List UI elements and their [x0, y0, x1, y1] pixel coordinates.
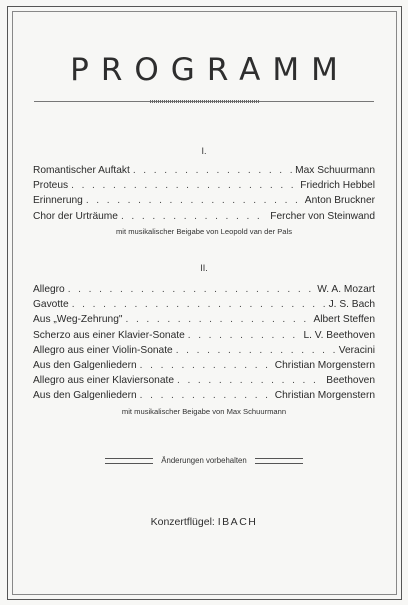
work-title: Aus „Weg-Zehrung"	[33, 314, 123, 326]
part-1-number: I.	[201, 146, 207, 156]
composer-name: W. A. Mozart	[317, 284, 375, 295]
dot-leader	[188, 328, 301, 343]
disclaimer	[0, 456, 408, 465]
program-entry	[33, 193, 375, 208]
title-divider-ornament	[150, 100, 260, 103]
part-2-number: II.	[200, 263, 208, 273]
program-entry	[33, 312, 375, 327]
dot-leader	[86, 193, 302, 208]
work-title: Scherzo aus einer Klavier-Sonate	[33, 329, 185, 341]
composer-name: Christian Morgenstern	[274, 390, 375, 402]
work-title: Gavotte	[33, 299, 69, 311]
program-entry	[33, 373, 375, 388]
dot-leader	[133, 163, 292, 178]
program-entry	[33, 388, 375, 403]
work-title: Erinnerung	[33, 195, 83, 207]
work-title: Allegro aus einer Violin-Sonate	[33, 344, 173, 356]
double-rule-right	[255, 458, 303, 464]
dot-leader	[72, 297, 326, 312]
dot-leader	[140, 358, 272, 373]
program-entry	[33, 163, 375, 178]
dot-leader	[121, 209, 267, 224]
program-entry	[33, 297, 375, 312]
work-title: Proteus	[33, 180, 69, 192]
disclaimer-text: Änderungen vorbehalten	[161, 456, 247, 465]
work-title: Aus den Galgenliedern	[33, 390, 137, 402]
composer-name: Beethoven	[326, 375, 375, 387]
double-rule-left	[105, 458, 153, 464]
composer-name: Christian Morgenstern	[274, 359, 375, 371]
page-title: PROGRAMM	[70, 52, 350, 88]
work-title: Chor der Urträume	[33, 210, 118, 222]
composer-name: Max Schuurmann	[295, 165, 375, 176]
program-entry	[33, 328, 375, 343]
program-entry	[33, 343, 375, 358]
work-title: Allegro	[33, 284, 65, 295]
work-title: Allegro aus einer Klaviersonate	[33, 375, 175, 387]
piano-credit	[0, 516, 408, 528]
program-entry	[33, 282, 375, 297]
composer-name: Friedrich Hebbel	[300, 180, 375, 192]
dot-leader	[177, 373, 323, 388]
dot-leader	[71, 178, 297, 193]
part-2-list	[33, 282, 375, 419]
dot-leader	[68, 282, 315, 297]
work-title: Romantischer Auftakt	[33, 165, 130, 176]
piano-label: Konzertflügel:	[150, 516, 215, 528]
composer-name: L. V. Beethoven	[303, 329, 375, 341]
composer-name: Fercher von Steinwand	[270, 210, 375, 222]
piano-brand: IBACH	[217, 516, 258, 528]
program-entry	[33, 178, 375, 193]
work-title: Aus den Galgenliedern	[33, 359, 137, 371]
dot-leader	[140, 388, 272, 403]
composer-name: Anton Bruckner	[304, 195, 375, 207]
part-1-list	[33, 163, 375, 239]
part-2-note: mit musikalischer Beigabe von Max Schuurmann	[121, 406, 287, 416]
composer-name: J. S. Bach	[328, 299, 375, 311]
dot-leader	[176, 343, 336, 358]
program-entry	[33, 209, 375, 224]
composer-name: Veracini	[338, 344, 375, 356]
part-1-note: mit musikalischer Beigabe von Leopold van der Pals	[115, 226, 293, 236]
composer-name: Albert Steffen	[313, 314, 375, 326]
program-entry	[33, 358, 375, 373]
dot-leader	[126, 312, 311, 327]
